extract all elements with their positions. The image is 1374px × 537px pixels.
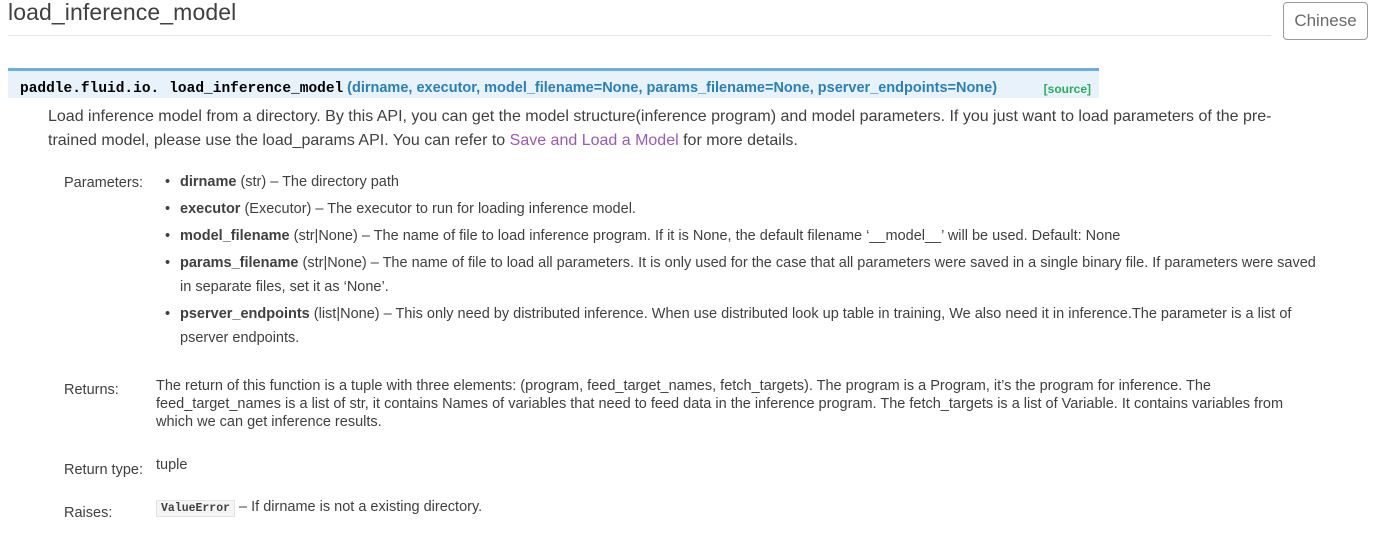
param-name: pserver_endpoints [180,306,310,322]
raises-text: – If dirname is not a existing directory. [235,499,483,515]
language-toggle-button[interactable]: Chinese [1283,2,1368,40]
bullet: • [165,306,171,322]
save-load-model-link[interactable]: Save and Load a Model [509,132,679,149]
api-description [48,105,1310,153]
param-item-model-filename [165,224,1325,248]
param-name: dirname [180,174,237,190]
param-item-pserver-endpoints [165,302,1325,350]
bullet: • [165,228,171,244]
param-desc: – The name of file to load all parameters. It is only used for the case that all parameters were saved in a single binary file. If parameters were saved in separate files, set it as ‘None’. [180,255,1316,295]
description-text-after: for more details. [678,132,798,149]
returns-label: Returns: [64,382,119,398]
param-type: (list|None) [309,306,380,322]
param-name: executor [180,201,241,217]
return-type-label: Return type: [64,462,143,478]
parameters-list [165,170,1325,353]
param-desc: – The name of file to load inference program. If it is None, the default filename ‘__model__’ will be used. Default: None [357,228,1121,244]
param-item-dirname [165,170,1325,194]
parameters-label: Parameters: [64,175,143,191]
signature-module-prefix: paddle.fluid.io. [20,81,160,97]
param-name: params_filename [180,255,299,271]
api-signature [8,68,1099,98]
param-desc: – The directory path [266,174,399,190]
param-type: (str|None) [298,255,367,271]
bullet: • [165,255,171,271]
title-divider [8,35,1271,36]
signature-parameters: (dirname, executor, model_filename=None, params_filename=None, pserver_endpoints=None) [347,80,998,96]
param-desc: – This only need by distributed inference. When use distributed look up table in training, We also need it in inference.The parameter is a list of pserver endpoints. [180,306,1292,346]
param-desc: – The executor to run for loading inference model. [311,201,636,217]
param-item-params-filename [165,251,1325,299]
bullet: • [165,174,171,190]
param-type: (str|None) [289,228,358,244]
raises-label: Raises: [64,505,113,521]
param-type: (str) [236,174,267,190]
bullet: • [165,201,171,217]
param-type: (Executor) [240,201,312,217]
raises-description [156,499,482,515]
return-type-value: tuple [156,457,188,473]
exception-name: ValueError [156,500,235,517]
signature-function-name: load_inference_model [169,81,344,97]
param-name: model_filename [180,228,290,244]
description-text-before: Load inference model from a directory. By this API, you can get the model structure(inference program) and model parameters. If you just want to load parameters of the pre-trained model, please use the load_params API. You can refer to [48,108,1272,149]
param-item-executor [165,197,1325,221]
page-title: load_inference_model [8,0,237,25]
source-link[interactable]: [source] [1043,82,1091,96]
returns-description: The return of this function is a tuple with three elements: (program, feed_target_names, fetch_targets). The program is a Program, it’s the program for inference. The feed_target_names is a list of str, it contains Names of variables that need to feed data in the inference program. The fetch_targets is a list of Variable. It contains variables from which we can get inference results. [156,378,1284,430]
